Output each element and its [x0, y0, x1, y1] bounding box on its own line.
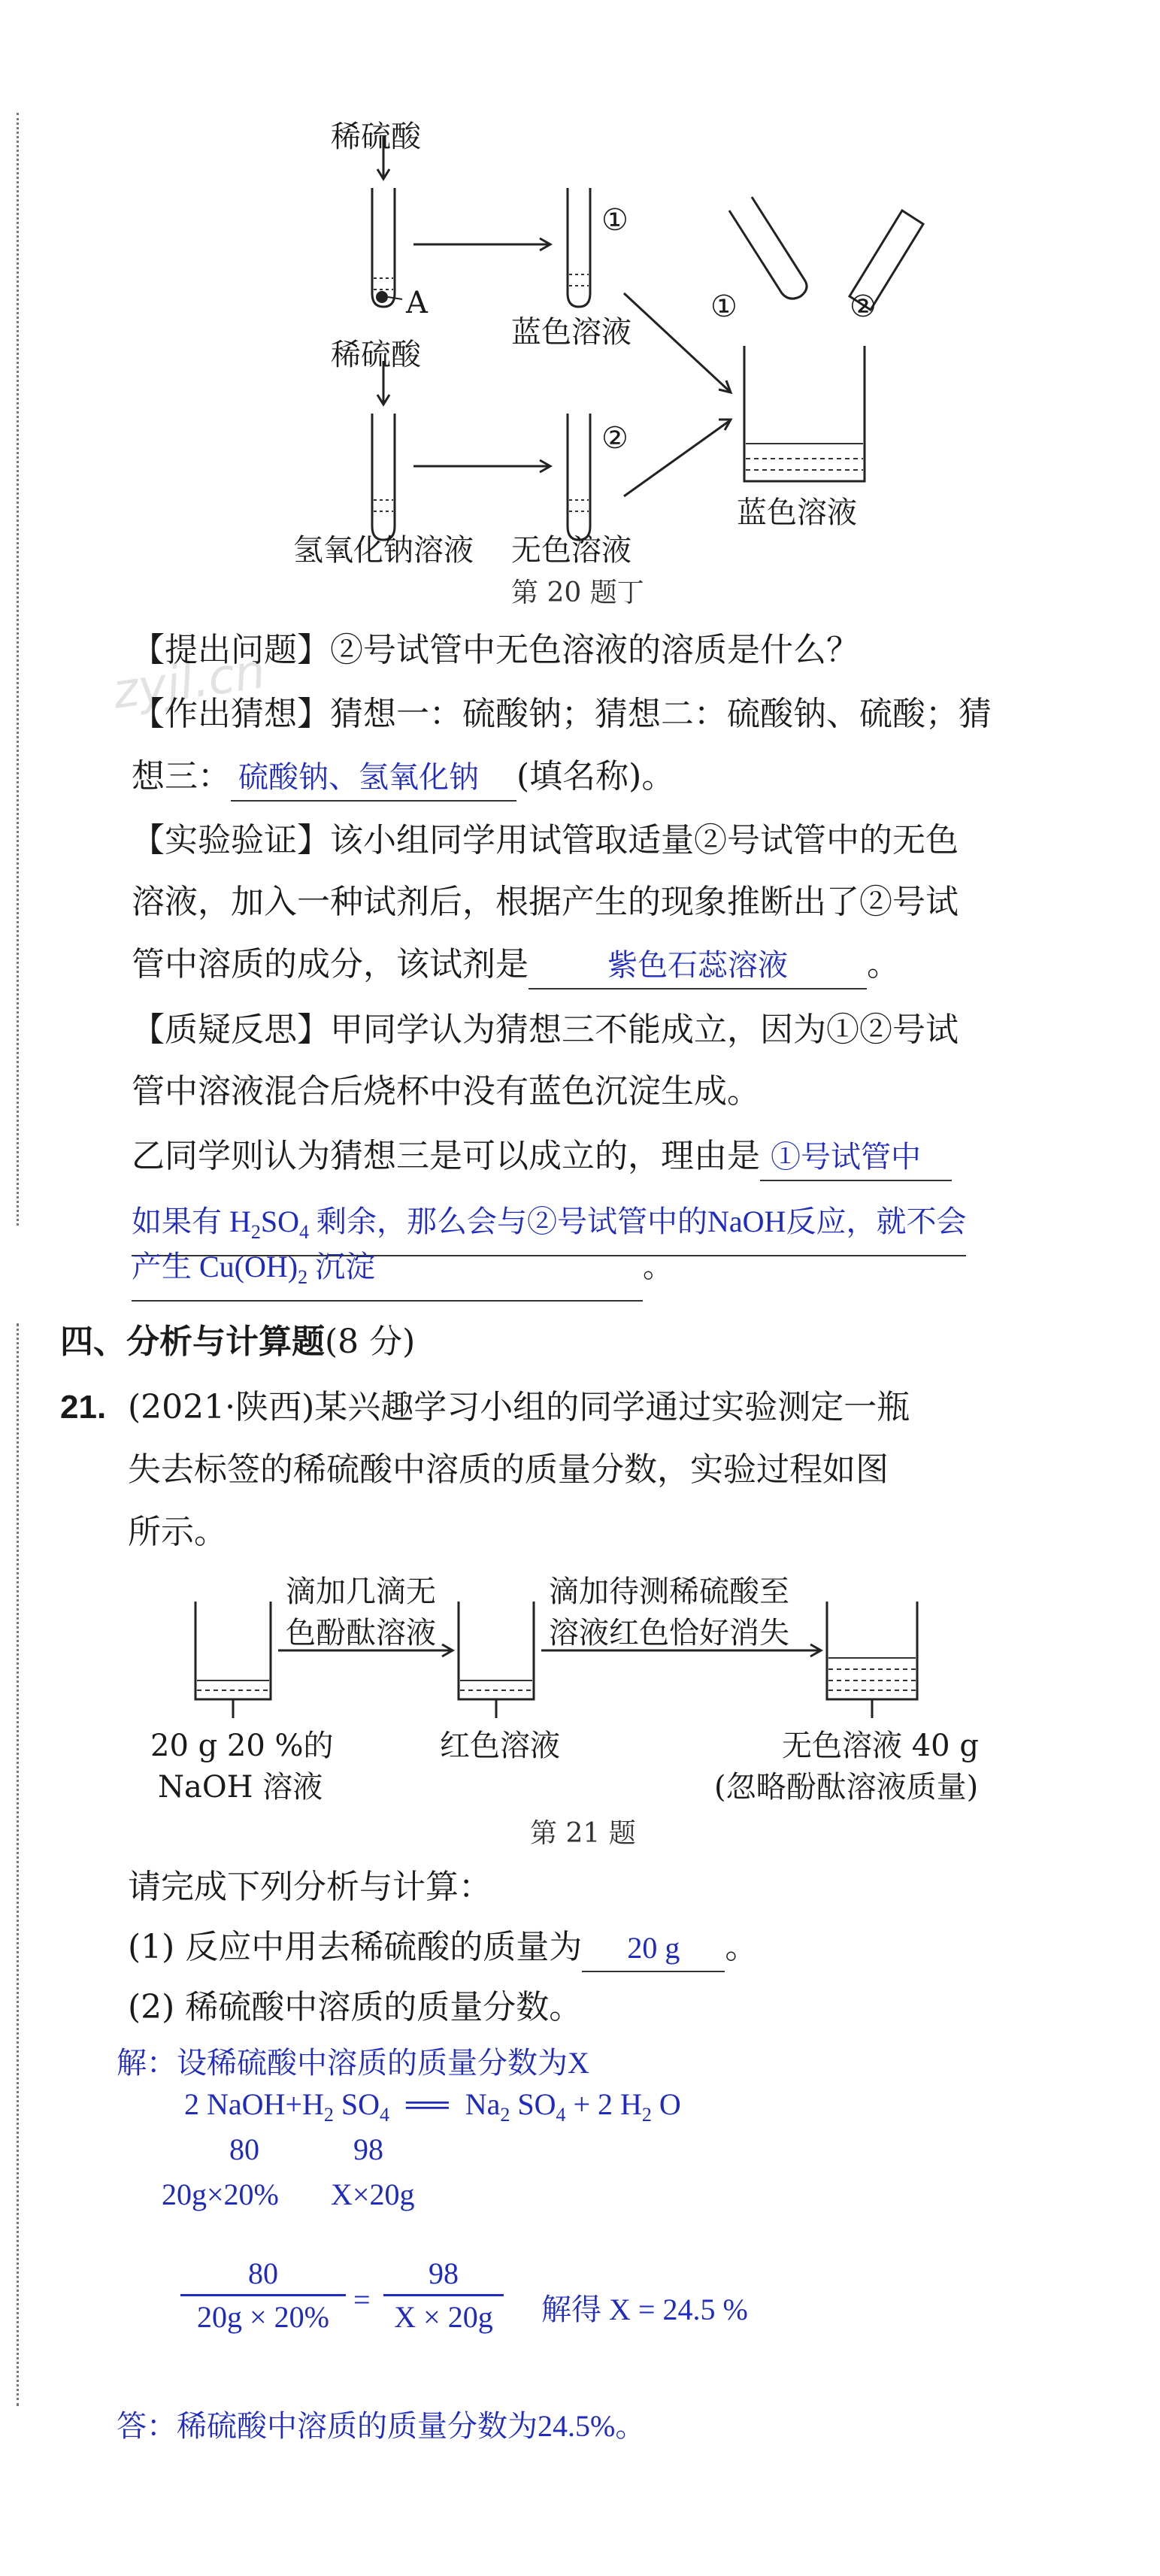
beaker-1-label-2: NaOH 溶液 — [158, 1770, 323, 1805]
answer-blank-reason: ①号试管中 — [760, 1134, 952, 1181]
beaker-3-label-2: (忽略酚酞溶液质量) — [714, 1770, 979, 1805]
acid-label-top: 稀硫酸 — [331, 120, 421, 154]
q20-reason: 乙同学则认为猜想三是可以成立的，理由是 ①号试管中 — [132, 1134, 952, 1181]
binding-margin-line-lower — [17, 1323, 19, 2406]
q20-reflect-2: 管中溶液混合后烧杯中没有蓝色沉淀生成。 — [132, 1072, 760, 1111]
tube-2-number: ② — [601, 421, 628, 456]
acid-label-mid: 稀硫酸 — [331, 338, 421, 372]
step-1-line-1: 滴加几滴无 — [286, 1574, 436, 1609]
solid-a-icon — [376, 291, 388, 303]
q21-sub-1: (1) 反应中用去稀硫酸的质量为 20 g 。 — [128, 1925, 758, 1972]
beaker-result: 蓝色溶液 — [737, 496, 857, 530]
binding-margin-line — [17, 113, 19, 1226]
step-2-line-2: 溶液红色恰好消失 — [549, 1616, 789, 1650]
watermark: zyjl.cn — [109, 644, 269, 720]
q21-line-3: 所示。 — [128, 1513, 227, 1551]
answer-reagent: 紫色石蕊溶液 — [607, 948, 788, 982]
q20-hypothesis: 【作出猜想】猜想一：硫酸钠；猜想二：硫酸钠、硫酸；猜 — [132, 695, 992, 733]
tube-2-left-label: 氢氧化钠溶液 — [293, 533, 474, 568]
answer-reason-line-2: 如果有 $H_2SO_4$ 剩余，那么会与②号试管中的NaOH反应，就不会 — [132, 1199, 966, 1256]
q21-line-2: 失去标签的稀硫酸中溶质的质量分数，实验过程如图 — [128, 1450, 889, 1489]
value-naoh: 20g×20% — [162, 2177, 279, 2211]
tube-1-result: 蓝色溶液 — [511, 315, 631, 350]
final-answer: 答：稀硫酸中溶质的质量分数为24.5%。 — [117, 2409, 646, 2443]
answer-hypothesis: 硫酸钠、氢氧化钠 — [238, 760, 479, 794]
beaker-3-label-1: 无色溶液 40 g — [782, 1729, 979, 1763]
value-h2so4: X×20g — [331, 2177, 415, 2211]
answer-blank-hypothesis — [231, 754, 516, 802]
step-2-line-1: 滴加待测稀硫酸至 — [549, 1574, 789, 1609]
molar-mass-naoh: 80 — [229, 2132, 259, 2166]
solution-result: 解得 X = 24.5 % — [541, 2293, 748, 2326]
equals-sign: = — [353, 2283, 371, 2317]
beaker-1-label-1: 20 g 20 %的 — [150, 1729, 334, 1763]
answer-blank-mass — [582, 1925, 725, 1972]
label-a: A — [406, 286, 428, 320]
solution-intro: 解：设稀硫酸中溶质的质量分数为X — [117, 2046, 589, 2080]
step-1-line-2: 色酚酞溶液 — [286, 1616, 436, 1650]
q20-hypothesis-3: 想三： 硫酸钠、氢氧化钠 (填名称)。 — [132, 754, 674, 802]
q20-verify-2: 溶液，加入一种试剂后，根据产生的现象推断出了②号试 — [132, 883, 959, 921]
q20-reflect-1: 【质疑反思】甲同学认为猜想三不能成立，因为①②号试 — [132, 1011, 959, 1049]
solution-equation: 2 $NaOH+H_2$ $SO_4$ ══ $Na_2$ $SO_4 + 2$ $H_2$ O — [184, 2087, 681, 2126]
q21-sub-2: (2) 稀硫酸中溶质的质量分数。 — [128, 1988, 583, 2026]
q21-line-1: (2021·陕西)某兴趣学习小组的同学通过实验测定一瓶 — [128, 1388, 910, 1426]
figure-20-caption: 第 20 题丁 — [511, 577, 644, 608]
q21-prompt: 请完成下列分析与计算： — [128, 1868, 492, 1906]
figure-21-caption: 第 21 题 — [530, 1818, 636, 1849]
answer-mass: 20 g — [627, 1931, 680, 1965]
section-4-heading: 四、分析与计算题(8 分) — [60, 1323, 416, 1361]
beaker-2-label: 红色溶液 — [440, 1729, 560, 1763]
q20-problem: 【提出问题】②号试管中无色溶液的溶质是什么？ — [132, 631, 859, 669]
pour-label-2: ② — [850, 289, 877, 324]
q20-verify-3: 管中溶质的成分，该试剂是 紫色石蕊溶液 。 — [132, 942, 900, 989]
molar-mass-h2so4: 98 — [353, 2132, 383, 2166]
answer-blank-reagent — [529, 942, 867, 989]
tube-2-result: 无色溶液 — [511, 533, 631, 568]
q21-number: 21. — [60, 1389, 107, 1426]
tube-1-number: ① — [601, 203, 628, 238]
fraction-1: 80 20g × 20% — [180, 2256, 346, 2335]
pour-label-1: ① — [710, 289, 737, 324]
answer-reason-line-3: 产生 $Cu(OH)_2$ 沉淀 。 — [132, 1244, 673, 1302]
fraction-2: 98 X × 20g — [383, 2256, 504, 2335]
q20-verify-1: 【实验验证】该小组同学用试管取适量②号试管中的无色 — [132, 821, 959, 859]
